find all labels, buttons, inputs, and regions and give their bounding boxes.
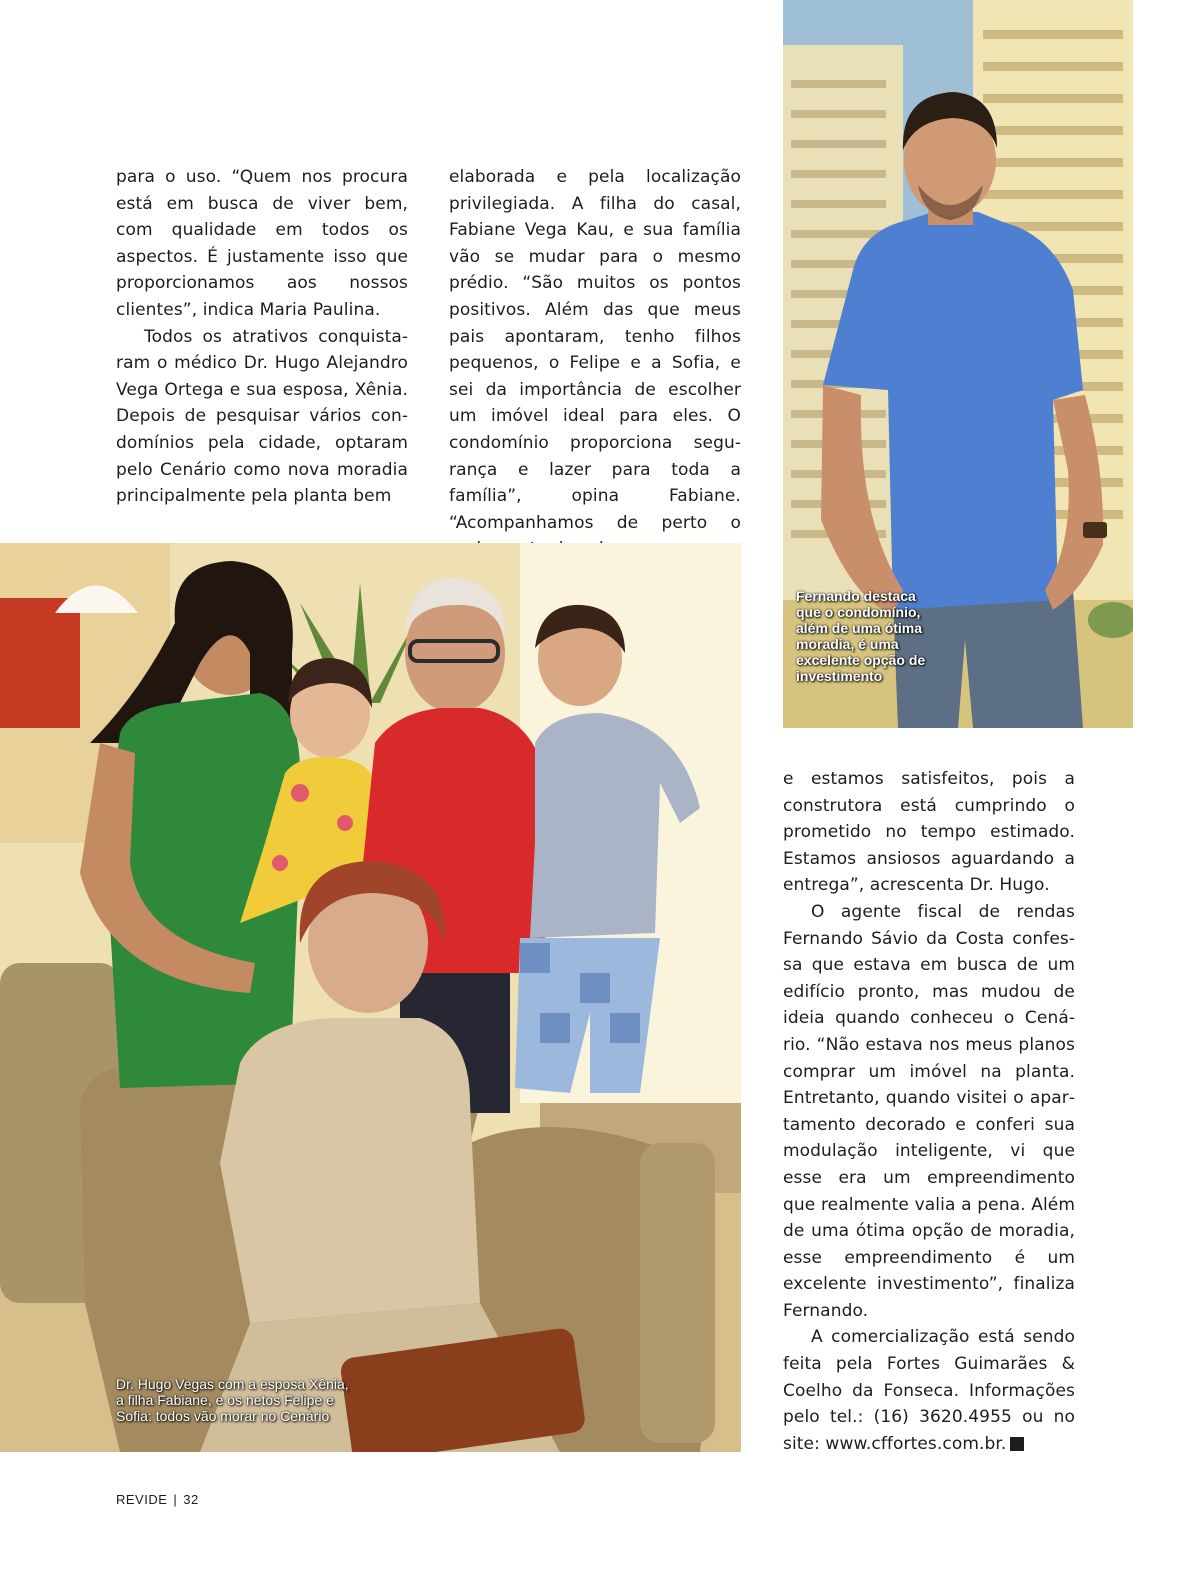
article-paragraph: para o uso. “Quem nos procura está em busca de viver bem, com qualidade em todos os aspectos. É justamente isso que proporcionamos aos nossos clientes”, indica Maria Paulina.: [116, 167, 408, 320]
article-paragraph: elaborada e pela localização privilegiada. A filha do casal, Fabiane Vega Kau, e sua família vão se mudar para o mesmo prédio. “São muitos os pontos positivos. Além das que meus pais apontaram, tenho filhos pequenos, o Felipe e a Sofia, e sei da importância de escolher um imóvel ideal para eles. O condomínio proporciona segurança e lazer para toda a família”, opina Fabiane. “Acompanhamos de perto o: [449, 167, 741, 533]
family-photo-illustration: [0, 543, 741, 1452]
fernando-photo: [783, 0, 1133, 728]
family-photo-caption: Dr. Hugo Vegas com a esposa Xênia, a filha Fabiane, e os netos Felipe e Sofia: todos vão morar no Cenário: [116, 1376, 349, 1424]
article-paragraph: O agente fiscal de rendas Fernando Sávio da Costa confessa que estava em busca de um edifício pronto, mas mudou de ideia quando conheceu o Cenário. “Não estava nos meus planos comprar um imóvel na planta. Entretanto, quando visitei o apartamento decorado e conferi sua modulação inteligente, vi que esse era um empreendimento que realmente valia a pena. Além de uma ótima opção de moradia, esse empreendimento é um excelente investimento”, finaliza Fernando.: [783, 901, 1075, 1321]
article-column-2: [449, 164, 741, 563]
footer-separator: |: [173, 1492, 178, 1507]
family-photo: [0, 543, 741, 1452]
article-paragraph-text: A comercialização está sendo feita pela Fortes Guimarães & Coelho da Fonseca. Informações pelo tel.: (16) 3620.4955 ou no site: www.cffortes.com.br.: [783, 1327, 1075, 1454]
article-column-3: [783, 766, 1075, 1457]
end-of-article-mark: r: [1010, 1437, 1024, 1451]
fernando-photo-caption: Fernando destaca que o condomínio, além de uma ótima moradia, é uma excelente opção de investimento: [796, 588, 926, 684]
article-paragraph: e estamos satisfeitos, pois a construtora está cumprindo o prometido no tempo estimado. Estamos ansiosos aguardando a entrega”, acrescenta Dr. Hugo.: [783, 769, 1075, 896]
page-number: 32: [183, 1492, 199, 1507]
page-footer: [116, 1492, 199, 1507]
article-paragraph: Todos os atrativos conquistaram o médico Dr. Hugo Alejandro Vega Ortega e sua esposa, Xênia. Depois de pesquisar vários condomínios pela cidade, optaram pelo Cenário como nova moradia principalmente pela planta bem: [116, 326, 408, 507]
article-column-1: [116, 164, 408, 510]
article-paragraph-last: [783, 1324, 1075, 1457]
magazine-name: REVIDE: [116, 1492, 168, 1507]
